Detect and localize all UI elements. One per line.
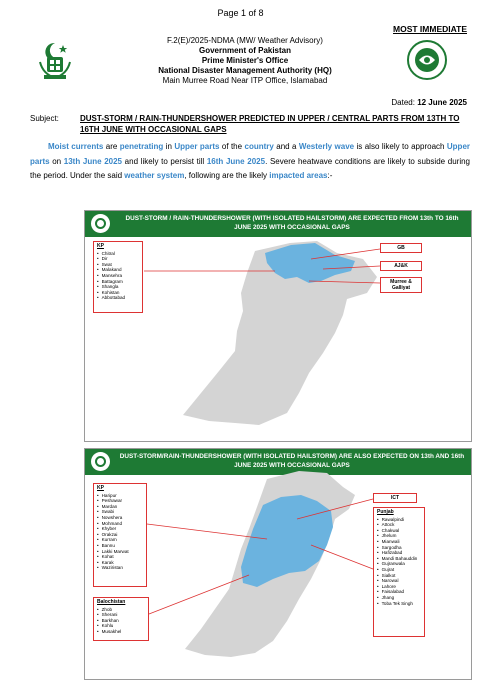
dated-value: 12 June 2025 xyxy=(417,98,467,107)
balochistan-title: Balochistan xyxy=(97,599,126,605)
list-item: • Mohmand xyxy=(97,521,143,527)
para-span: is also likely to approach xyxy=(354,142,447,151)
para-span: :- xyxy=(327,171,333,180)
para-span: and a xyxy=(273,142,299,151)
para-span: Moist currents xyxy=(48,142,104,151)
list-item: • Battagram xyxy=(97,279,139,285)
list-item: • Sargodha xyxy=(377,545,421,551)
para-span: penetrating xyxy=(119,142,164,151)
list-item: • Sialkot xyxy=(377,573,421,579)
list-item: • Mansehra xyxy=(97,273,139,279)
para-span: , following are the likely xyxy=(184,171,270,180)
balochistan-districts-box xyxy=(93,597,149,641)
government-emblem xyxy=(36,40,74,80)
list-item: • Musakhel xyxy=(97,629,145,635)
list-item: • Kohistan xyxy=(97,290,139,296)
list-item: • Toba Tek Singh xyxy=(377,601,421,607)
list-item: • Mardan xyxy=(97,504,143,510)
para-span: and likely to persist till xyxy=(122,156,207,166)
panel-title: DUST-STORM/RAIN-THUNDERSHOWER (WITH ISOLATED HAILSTORM) ARE ALSO EXPECTED ON 13th AND 16th JUNE 2025 WITH OCCASIONAL GAPS xyxy=(119,453,465,469)
list-item: • Jhelum xyxy=(377,533,421,539)
map-panel-1 xyxy=(84,210,472,442)
list-item: • Zhob xyxy=(97,607,145,613)
list-item: • Abbottabad xyxy=(97,295,139,301)
priority-label: MOST IMMEDIATE xyxy=(393,24,467,34)
office-address: Main Murree Road Near ITP Office, Islamabad xyxy=(162,76,328,85)
office-name: Prime Minister's Office xyxy=(201,56,289,65)
punjab-title: Punjab xyxy=(377,509,394,515)
para-span: 13th June 2025 xyxy=(63,156,123,166)
para-span: . Severe heatwave conditions are likely to subside during the period. Under the said xyxy=(30,156,470,180)
dated-label: Dated: xyxy=(391,98,415,107)
para-span: are xyxy=(103,142,120,151)
subject-text: DUST-STORM / RAIN-THUNDERSHOWER PREDICTED IN UPPER / CENTRAL PARTS FROM 13TH TO 16TH JUNE WITH OCCASIONAL GAPS xyxy=(80,114,460,134)
dated-line xyxy=(391,98,467,107)
list-item: • Chakwal xyxy=(377,528,421,534)
kp-districts-box xyxy=(93,241,143,313)
list-item: • Hafizabad xyxy=(377,550,421,556)
reference-number: F.2(E)/2025-NDMA (MW/ Weather Advisory) xyxy=(167,36,323,45)
list-item: • Jhang xyxy=(377,595,421,601)
page-number: Page 1 of 8 xyxy=(217,8,264,18)
map-panel-2 xyxy=(84,448,472,680)
list-item: • Haripur xyxy=(97,493,143,499)
list-item: • Mandi Bahauddin xyxy=(377,556,421,562)
government-name: Government of Pakistan xyxy=(198,46,292,55)
list-item: • Waziristan xyxy=(97,565,143,571)
kp-districts-box xyxy=(93,483,147,587)
para-span: on xyxy=(49,156,64,166)
list-item: • Bannu xyxy=(97,543,143,549)
list-item: • Nowshera xyxy=(97,515,143,521)
list-item: • Sherani xyxy=(97,612,145,618)
panel-title: DUST-STORM / RAIN-THUNDERSHOWER (WITH ISOLATED HAILSTORM) ARE EXPECTED FROM 13th TO 16th JUNE 2025 WITH OCCASIONAL GAPS xyxy=(125,215,459,231)
advisory-paragraph xyxy=(30,140,470,184)
list-item: • Karak xyxy=(97,560,143,566)
para-span: of the xyxy=(219,142,245,151)
list-item: • Mianwali xyxy=(377,539,421,545)
list-item: • Orakzai xyxy=(97,532,143,538)
list-item: • Lahore xyxy=(377,584,421,590)
kp-title: KP xyxy=(97,485,104,491)
ndma-logo xyxy=(407,40,447,80)
list-item: • Lakki Marwat xyxy=(97,549,143,555)
list-item: • Kohlu xyxy=(97,623,145,629)
gb-tag: GB xyxy=(380,243,422,253)
list-item: • Chitral xyxy=(97,251,139,257)
para-span: in xyxy=(163,142,175,151)
murree-tag: Murree & Galliyat xyxy=(380,277,422,293)
affected-area xyxy=(241,495,333,587)
ajk-tag: AJ&K xyxy=(380,261,422,271)
para-span: impacted areas xyxy=(269,171,328,180)
ict-tag: ICT xyxy=(373,493,417,503)
subject-label: Subject: xyxy=(30,114,59,123)
list-item: • Faisalabad xyxy=(377,589,421,595)
list-item: • Narowal xyxy=(377,578,421,584)
para-span: country xyxy=(244,142,274,151)
para-span: Upper parts xyxy=(30,142,471,166)
authority-name: National Disaster Management Authority (HQ) xyxy=(158,66,332,75)
list-item: • Khyber xyxy=(97,526,143,532)
para-span: Upper parts xyxy=(174,142,220,151)
list-item: • Shangla xyxy=(97,284,139,290)
list-item: • Kurram xyxy=(97,537,143,543)
para-span: Westerly wave xyxy=(298,142,355,151)
list-item: • Attock xyxy=(377,522,421,528)
list-item: • Swabi xyxy=(97,509,143,515)
list-item: • Gujranwala xyxy=(377,561,421,567)
list-item: • Peshawar xyxy=(97,498,143,504)
list-item: • Dir xyxy=(97,256,139,262)
list-item: • Kohat xyxy=(97,554,143,560)
list-item: • Gujrat xyxy=(377,567,421,573)
list-item: • Rawalpindi xyxy=(377,517,421,523)
list-item: • Swat xyxy=(97,262,139,268)
list-item: • Malakand xyxy=(97,267,139,273)
kp-title: KP xyxy=(97,243,104,249)
para-span: 16th June 2025 xyxy=(206,156,266,166)
para-span: weather system xyxy=(124,171,185,180)
list-item: • Barkhan xyxy=(97,618,145,624)
punjab-districts-box xyxy=(373,507,425,637)
